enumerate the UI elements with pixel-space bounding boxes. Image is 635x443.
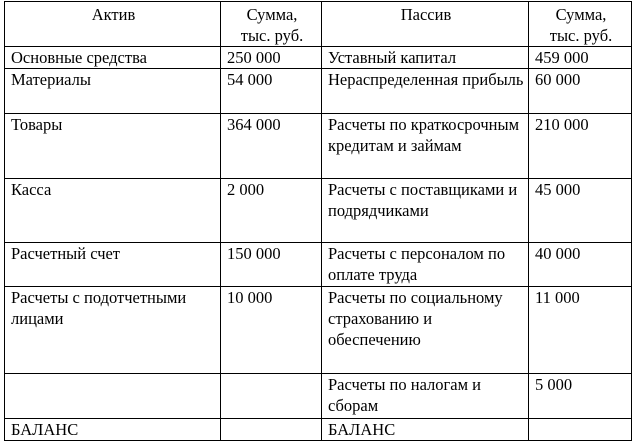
liability-name: Расчеты по социальному страхованию и обеспечению (322, 287, 529, 374)
table-row (5, 69, 632, 114)
table-row (5, 114, 632, 179)
liability-name: Расчеты по краткосрочным кредитам и займам (322, 114, 529, 179)
asset-sum: 364 000 (221, 114, 322, 179)
liability-sum: 459 000 (529, 47, 632, 69)
liability-sum: 210 000 (529, 114, 632, 179)
liability-name: Расчеты с поставщиками и подрядчиками (322, 179, 529, 243)
balance-total-row (5, 419, 632, 441)
liability-name: Расчеты с персоналом по оплате труда (322, 243, 529, 287)
liability-name: Расчеты по налогам и сборам (322, 374, 529, 419)
table-header-row (5, 2, 632, 47)
asset-name: Расчеты с подотчетными лицами (5, 287, 221, 374)
liability-sum: 5 000 (529, 374, 632, 419)
table-row (5, 243, 632, 287)
header-sum-line1: Сумма, (246, 5, 298, 24)
header-sum-line1: Сумма, (555, 5, 607, 24)
liability-name: Уставный капитал (322, 47, 529, 69)
asset-sum: 10 000 (221, 287, 322, 374)
table-row (5, 179, 632, 243)
header-liabilities: Пассив (322, 2, 529, 47)
asset-name: Товары (5, 114, 221, 179)
table-row (5, 47, 632, 69)
asset-name: Расчетный счет (5, 243, 221, 287)
header-sum-line2: тыс. руб. (549, 26, 613, 45)
liability-sum: 40 000 (529, 243, 632, 287)
asset-name: Материалы (5, 69, 221, 114)
header-asset-sum (221, 2, 322, 47)
liability-balance-label: БАЛАНС (322, 419, 529, 441)
header-assets: Актив (5, 2, 221, 47)
header-liability-sum (529, 2, 632, 47)
asset-balance-label: БАЛАНС (5, 419, 221, 441)
asset-sum: 54 000 (221, 69, 322, 114)
asset-sum (221, 374, 322, 419)
asset-name: Касса (5, 179, 221, 243)
liability-balance-sum (529, 419, 632, 441)
table-row (5, 374, 632, 419)
asset-sum: 2 000 (221, 179, 322, 243)
asset-name: Основные средства (5, 47, 221, 69)
asset-balance-sum (221, 419, 322, 441)
liability-sum: 11 000 (529, 287, 632, 374)
balance-table (4, 1, 632, 441)
table-row (5, 287, 632, 374)
liability-name: Нераспределенная прибыль (322, 69, 529, 114)
liability-sum: 45 000 (529, 179, 632, 243)
header-sum-line2: тыс. руб. (240, 26, 304, 45)
asset-sum: 150 000 (221, 243, 322, 287)
asset-sum: 250 000 (221, 47, 322, 69)
asset-name (5, 374, 221, 419)
liability-sum: 60 000 (529, 69, 632, 114)
